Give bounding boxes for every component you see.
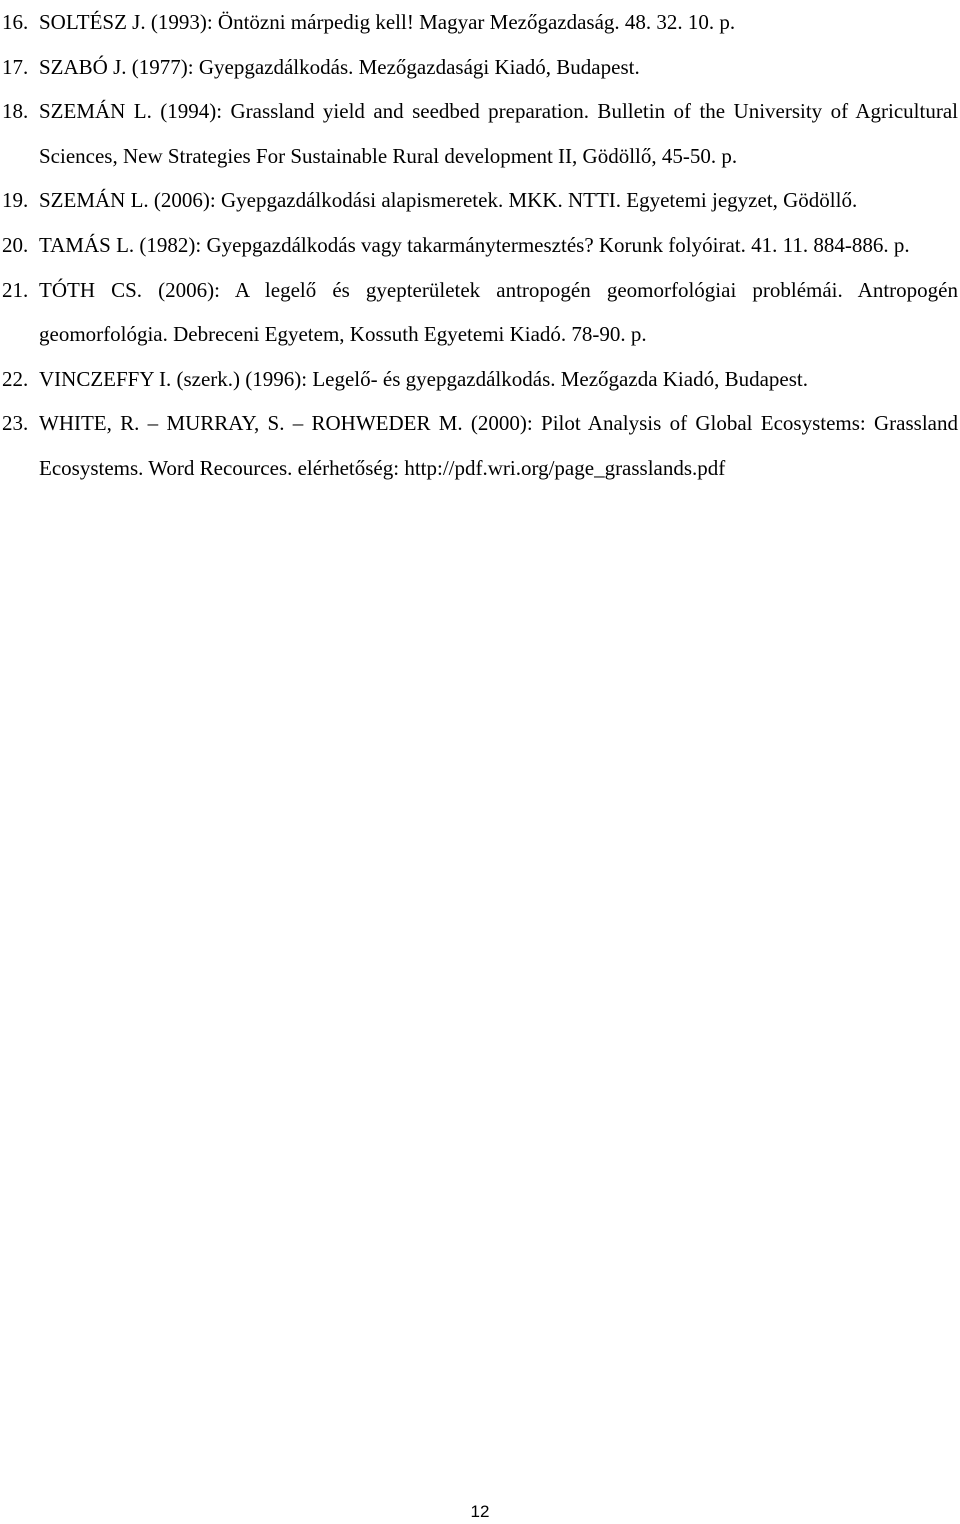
reference-number: 18. [2, 99, 29, 124]
reference-item [2, 178, 958, 223]
reference-text: SZABÓ J. (1977): Gyepgazdálkodás. Mezőgazdasági Kiadó, Budapest. [39, 54, 640, 79]
reference-text: SZEMÁN L. (1994): Grassland yield and seedbed preparation. Bulletin of the University of Agricultural Sciences, New Strategies For Sustainable Rural development II, Gödöllő, 45-50. p. [39, 99, 958, 168]
reference-number: 16. [2, 10, 29, 34]
reference-item [2, 89, 958, 178]
reference-item [2, 401, 958, 490]
reference-number: 21. [2, 277, 29, 302]
reference-item [2, 268, 958, 357]
reference-text: TAMÁS L. (1982): Gyepgazdálkodás vagy takarmánytermesztés? Korunk folyóirat. 41. 11. 884-886. p. [39, 232, 910, 257]
reference-item [2, 223, 958, 268]
reference-number: 23. [2, 411, 29, 436]
reference-number: 17. [2, 54, 29, 79]
reference-text: VINCZEFFY I. (szerk.) (1996): Legelő- és gyepgazdálkodás. Mezőgazda Kiadó, Budapest. [39, 366, 808, 391]
reference-item [2, 45, 958, 90]
reference-text: SOLTÉSZ J. (1993): Öntözni márpedig kell! Magyar Mezőgazdaság. 48. 32. 10. p. [39, 10, 736, 34]
page-number: 12 [470, 1502, 490, 1521]
reference-number: 20. [2, 232, 29, 257]
reference-number: 19. [2, 188, 29, 213]
reference-item [2, 0, 958, 45]
reference-text: WHITE, R. – MURRAY, S. – ROHWEDER M. (2000): Pilot Analysis of Global Ecosystems: Grassland Ecosystems. Word Recources. elérhetőség: http://pdf.wri.org/page_grasslands.pdf [39, 411, 958, 480]
reference-text: SZEMÁN L. (2006): Gyepgazdálkodási alapismeretek. MKK. NTTI. Egyetemi jegyzet, Gödöllő. [39, 188, 858, 213]
reference-text: TÓTH CS. (2006): A legelő és gyepterületek antropogén geomorfológiai problémái. Antropogén geomorfológia. Debreceni Egyetem, Kossuth Egyetemi Kiadó. 78-90. p. [39, 277, 958, 347]
reference-number: 22. [2, 366, 29, 391]
reference-list [2, 0, 958, 491]
reference-item [2, 357, 958, 402]
